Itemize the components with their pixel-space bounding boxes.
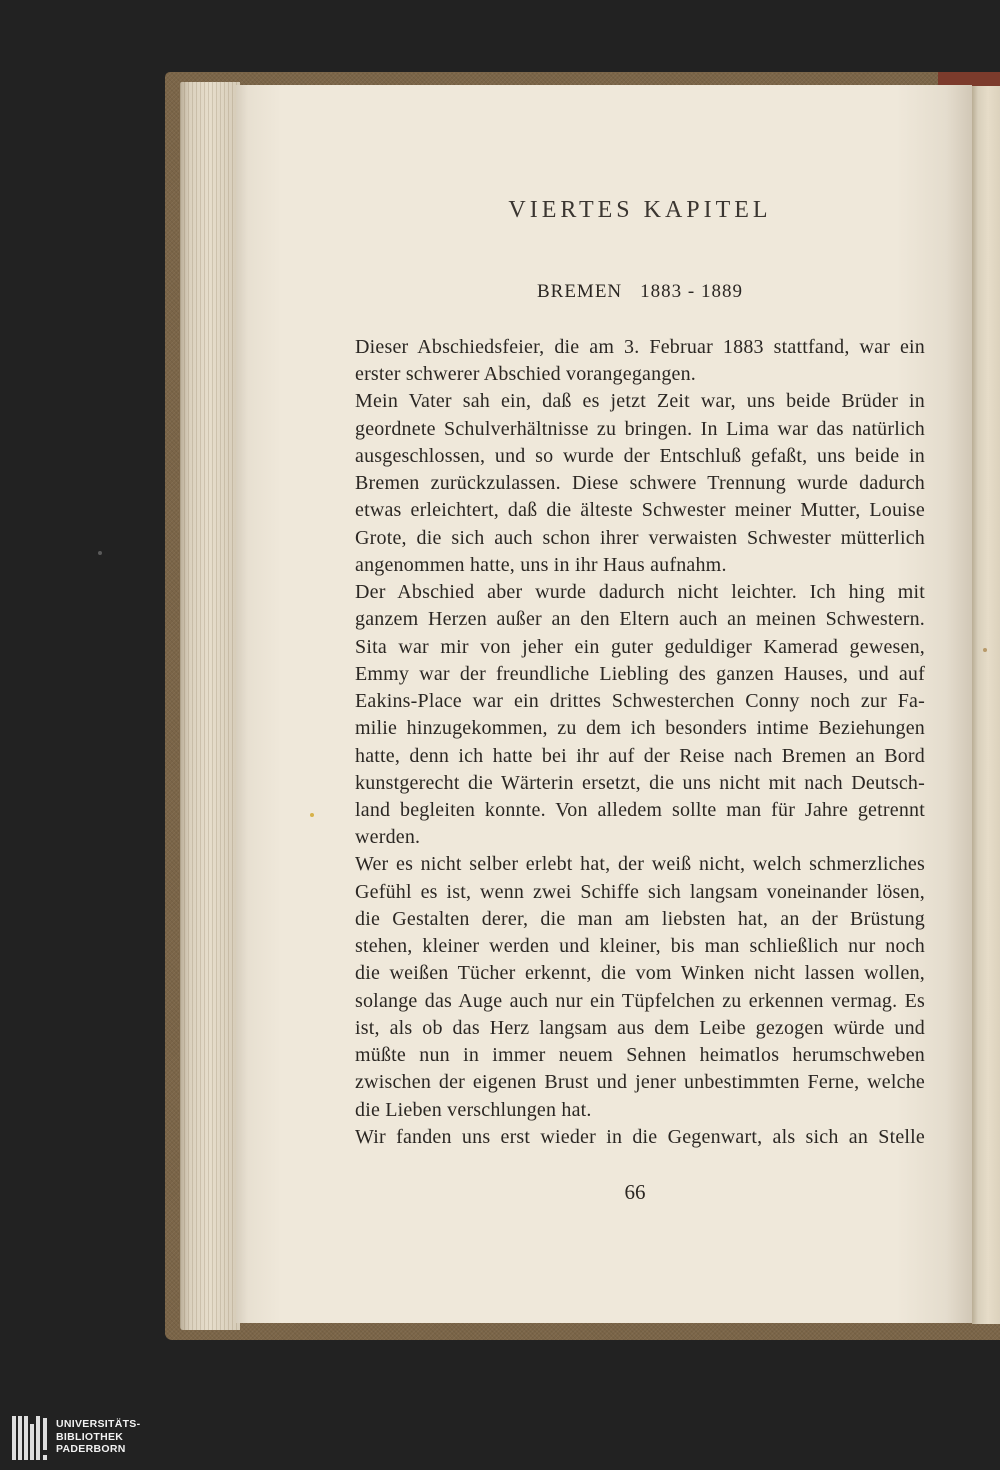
text-line: erster schwerer Abschied vorangegangen. [355, 363, 696, 386]
paragraph-2 [355, 388, 925, 579]
body-text [355, 334, 925, 1151]
text-line: hatte, denn ich hatte bei ihr auf der Reise nach Bremen an Bord [355, 744, 925, 767]
text-line: stehen, kleiner werden und kleiner, bis man schließlich nur noch [355, 935, 925, 958]
text-line: die Gestalten derer, die man am liebsten hat, an der Brüstung [355, 907, 925, 930]
section-years: 1883 - 1889 [640, 281, 743, 302]
text-line: Gefühl es ist, wenn zwei Schiffe sich langsam voneinander lösen, [355, 880, 925, 903]
text-line: werden. [355, 826, 421, 849]
paper-speck [983, 648, 987, 652]
text-line: Mein Vater sah ein, daß es jetzt Zeit war, uns beide Brüder in [355, 390, 925, 413]
text-line: die weißen Tücher erkennt, die vom Winken nicht lassen wollen, [355, 962, 925, 985]
text-line: geordnete Schulverhältnisse zu bringen. In Lima war das natürlich [355, 417, 925, 440]
chapter-heading: VIERTES KAPITEL [508, 197, 772, 223]
text-line: ist, als ob das Herz langsam aus dem Leibe gezogen würde und [355, 1016, 925, 1039]
page-edges [180, 82, 240, 1330]
text-line: kunstgerecht die Wärterin ersetzt, die uns nicht mit nach Deutsch- [355, 771, 925, 794]
text-line: solange das Auge auch nur ein Tüpfelchen zu erkennen vermag. Es [355, 989, 925, 1012]
text-line: land begleiten konnte. Von alledem sollte man für Jahre getrennt [355, 798, 925, 821]
page-number: 66 [624, 1180, 646, 1204]
text-line: Der Abschied aber wurde dadurch nicht leichter. Ich hing mit [355, 581, 925, 604]
facing-page-curl [972, 86, 1000, 1324]
text-line: Wir fanden uns erst wieder in die Gegenwart, als sich an Stelle [355, 1125, 925, 1148]
text-line: müßte nun in immer neuem Sehnen heimatlos herumschweben [355, 1044, 925, 1067]
library-bars-icon [12, 1416, 50, 1462]
library-name-line: UNIVERSITÄTS- [56, 1418, 141, 1430]
library-name-line: BIBLIOTHEK [56, 1430, 124, 1443]
text-line: milie hinzugekommen, zu dem ich besonders intime Beziehungen [355, 717, 925, 740]
text-line: ausgeschlossen, und so wurde der Entschluß gefaßt, uns beide in [355, 444, 925, 467]
text-line: etwas erleichtert, daß die älteste Schwester meiner Mutter, Louise [355, 499, 925, 522]
section-title [440, 280, 840, 304]
section-place: BREMEN [536, 281, 623, 302]
paragraph-1 [355, 334, 925, 388]
text-line: zwischen der eigenen Brust und jener unbestimmten Ferne, welche [355, 1071, 925, 1094]
text-line: angenommen hatte, uns in ihr Haus aufnahm. [355, 553, 727, 576]
text-line: Emmy war der freundliche Liebling des ganzen Hauses, und auf [355, 662, 925, 685]
library-logo [12, 1416, 152, 1462]
text-line: Grote, die sich auch schon ihrer verwaisten Schwester mütterlich [355, 526, 925, 549]
text-line: Dieser Abschiedsfeier, die am 3. Februar 1883 stattfand, war ein [355, 336, 925, 358]
text-line: Sita war mir von jeher ein guter geduldiger Kamerad gewesen, [355, 635, 925, 658]
dust-speck [98, 551, 102, 555]
text-line: ganzem Herzen außer an den Eltern auch an meinen Schwestern. [355, 608, 925, 631]
library-name-line: PADERBORN [56, 1443, 126, 1455]
text-line: Bremen zurückzulassen. Diese schwere Trennung wurde dadurch [355, 472, 925, 495]
text-line: Wer es nicht selber erlebt hat, der weiß nicht, welch schmerzliches [355, 853, 925, 876]
paragraph-3 [355, 579, 925, 851]
text-line: die Lieben verschlungen hat. [355, 1098, 592, 1121]
paragraph-4 [355, 851, 925, 1123]
paragraph-5 [355, 1124, 925, 1151]
paper-speck [310, 813, 314, 817]
text-line: Eakins-Place war ein drittes Schwesterchen Conny noch zur Fa- [355, 690, 925, 713]
library-name [56, 1418, 140, 1456]
